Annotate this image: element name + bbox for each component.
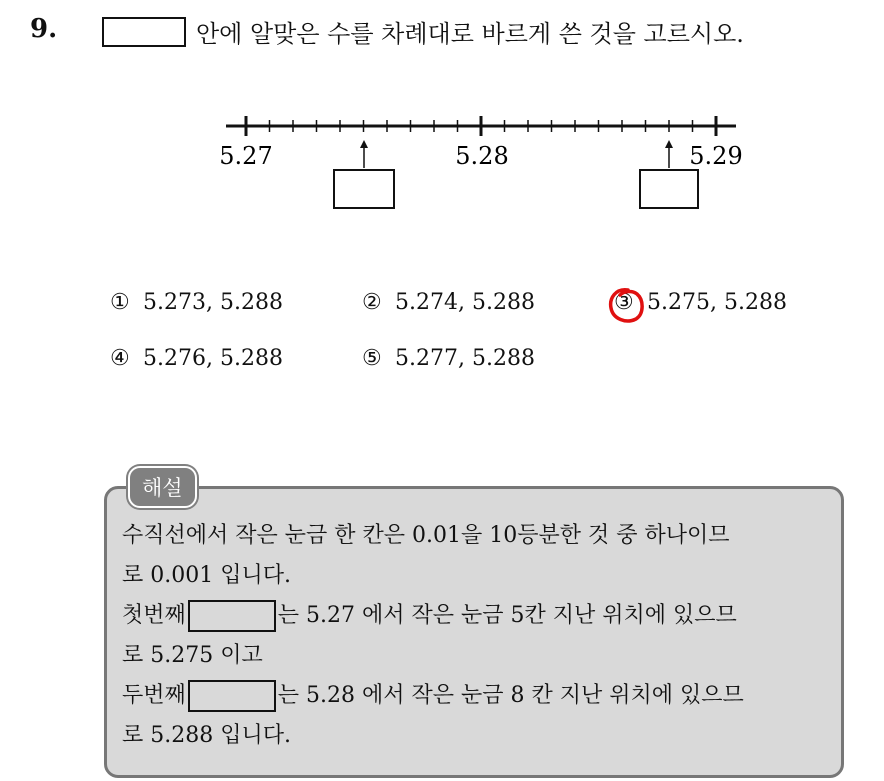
arrow-icon: [360, 140, 368, 168]
blank-box-icon: [188, 600, 276, 632]
arrow-icon: [665, 140, 673, 168]
solution-text: [122, 516, 832, 756]
choice-text: 5.273, 5.288: [143, 290, 283, 315]
solution-line: 로 0.001 입니다.: [122, 563, 291, 588]
choice-text: 5.276, 5.288: [143, 346, 283, 371]
choice-mark: ②: [362, 290, 382, 315]
tick-label-5-29: 5.29: [689, 142, 743, 170]
choice-text: 5.274, 5.288: [395, 290, 535, 315]
solution-line: 로 5.288 입니다.: [122, 723, 291, 748]
question-number: 9.: [30, 14, 58, 44]
choice-2[interactable]: [362, 290, 535, 315]
solution-line-suffix: 는 5.28 에서 작은 눈금 8 칸 지난 위치에 있으므: [277, 683, 744, 708]
choice-mark: ④: [110, 346, 130, 371]
choice-mark: ⑤: [362, 346, 382, 371]
number-line-ticks: [246, 116, 716, 136]
choice-5[interactable]: [362, 346, 535, 371]
question-text: 안에 알맞은 수를 차례대로 바르게 쓴 것을 고르시오.: [196, 20, 744, 48]
solution-line: [122, 676, 832, 716]
choice-1[interactable]: [110, 290, 283, 315]
answer-circle-icon: [606, 286, 646, 326]
solution-line-suffix: 는 5.27 에서 작은 눈금 5칸 지난 위치에 있으므: [277, 603, 737, 628]
answer-box-1: [334, 170, 394, 208]
solution-line-prefix: 첫번째: [122, 603, 186, 628]
choice-text: 5.275, 5.288: [647, 290, 787, 315]
solution-line: 로 5.275 이고: [122, 643, 263, 668]
number-line: [200, 108, 760, 218]
choice-mark: ③: [614, 290, 634, 315]
blank-box-icon: [102, 17, 186, 47]
solution-line: 수직선에서 작은 눈금 한 칸은 0.01을 10등분한 것 중 하나이므: [122, 523, 730, 548]
question-prompt: [102, 14, 744, 49]
choice-4[interactable]: [110, 346, 283, 371]
tick-label-5-28: 5.28: [455, 142, 509, 170]
answer-box-2: [640, 170, 698, 208]
choice-mark: ①: [110, 290, 130, 315]
blank-box-icon: [188, 680, 276, 712]
tick-label-5-27: 5.27: [219, 142, 273, 170]
choice-text: 5.277, 5.288: [395, 346, 535, 371]
solution-line: [122, 596, 832, 636]
solution-tag: 해설: [128, 466, 197, 508]
solution-line-prefix: 두번째: [122, 683, 186, 708]
